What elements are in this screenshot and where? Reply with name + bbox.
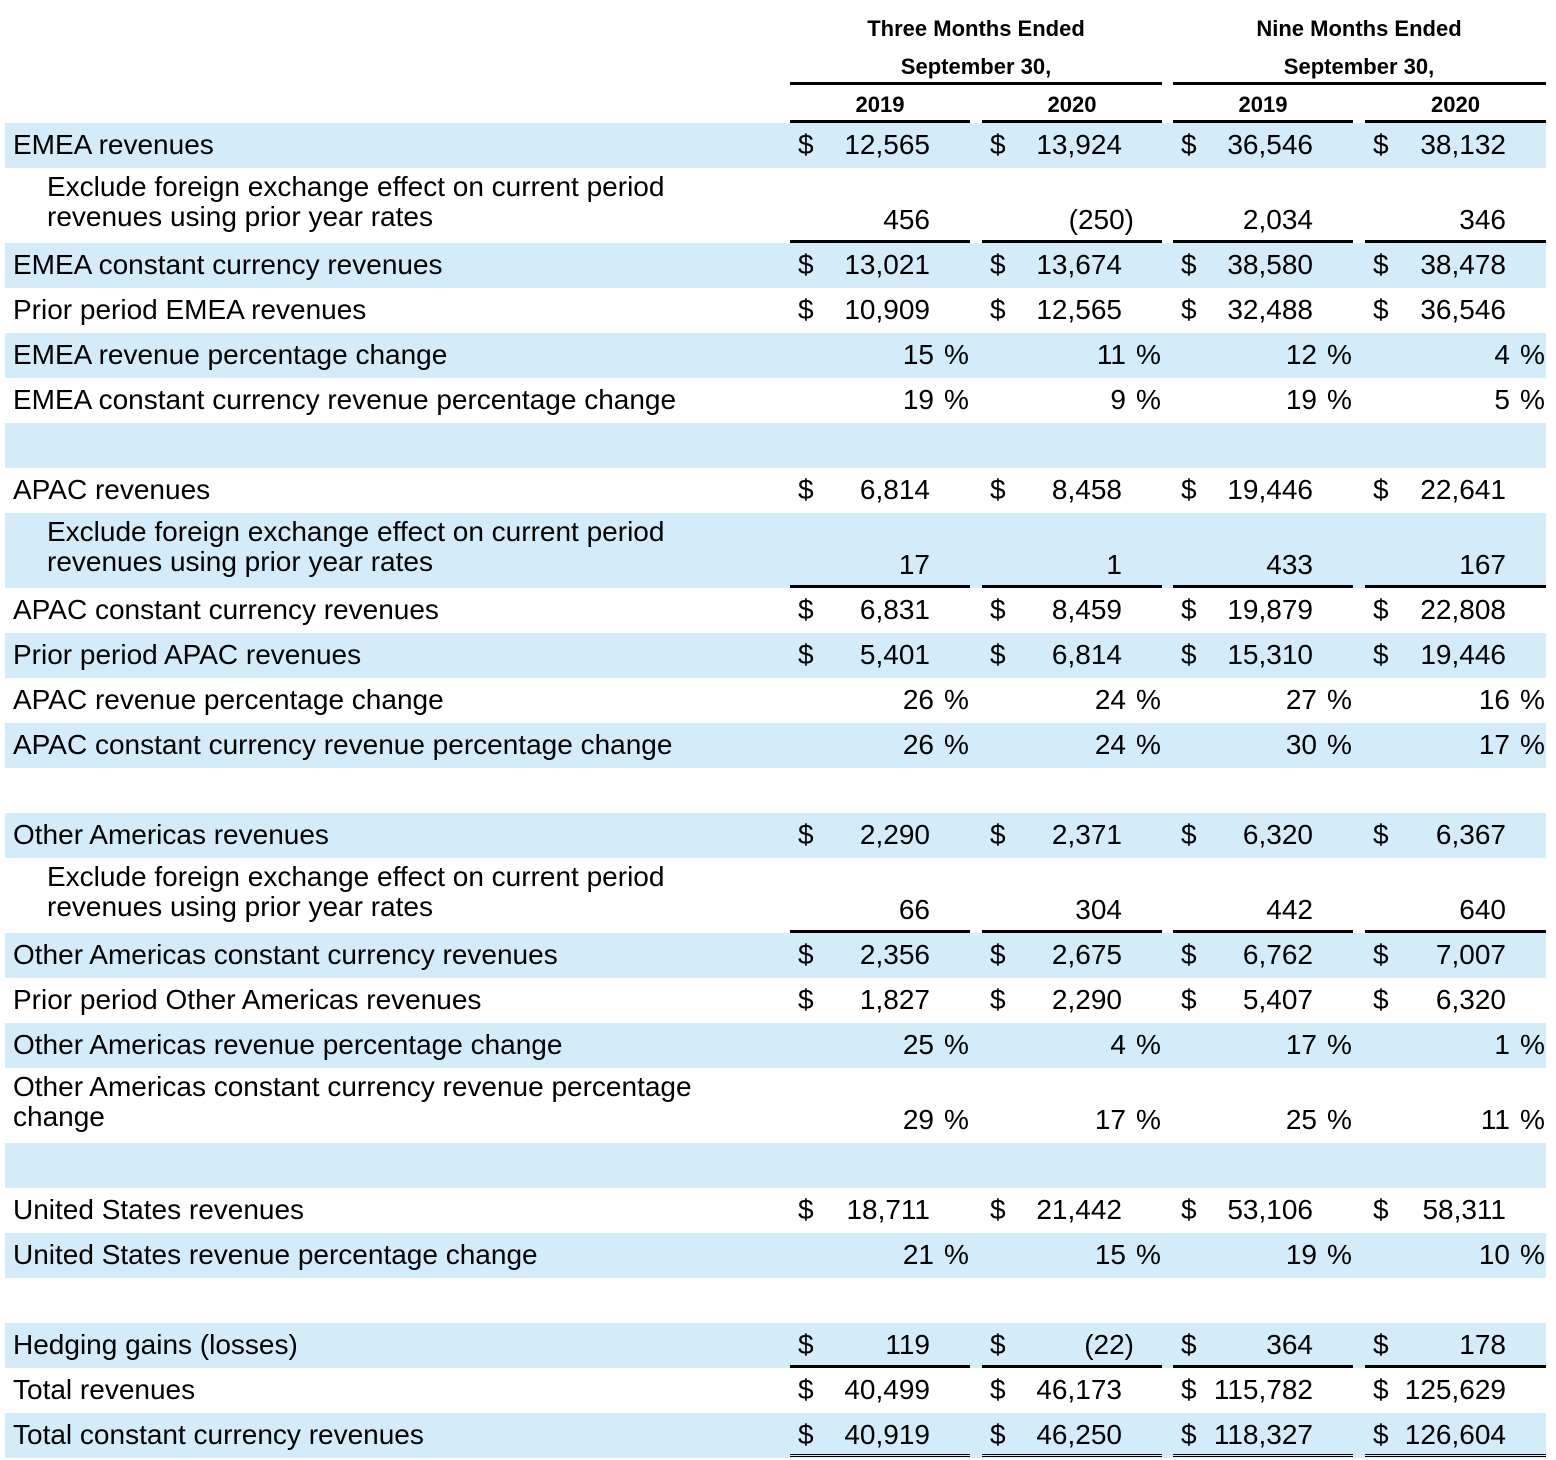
percent-value: 17 <box>1285 1029 1317 1060</box>
amount-value: 2,290 <box>859 819 930 850</box>
amount-value: 456 <box>883 204 930 235</box>
amount-value: 364 <box>1266 1329 1313 1360</box>
amount-value: 6,831 <box>859 594 930 625</box>
row-label: United States revenues <box>13 1194 305 1225</box>
dollar-sign: $ <box>1181 1374 1197 1405</box>
amount-value: 119 <box>885 1329 930 1360</box>
percent-sign: % <box>1520 339 1545 370</box>
percent-value: 10 <box>1478 1239 1510 1270</box>
table-row <box>5 1323 1546 1368</box>
amount-value: 12,565 <box>1036 294 1122 325</box>
row-label: EMEA constant currency revenues <box>13 249 443 280</box>
dollar-sign: $ <box>1373 474 1389 505</box>
percent-sign: % <box>1520 384 1545 415</box>
table-row <box>5 978 1546 1023</box>
amount-value: 19,446 <box>1420 639 1506 670</box>
percent-value: 5 <box>1494 384 1510 415</box>
table-row <box>5 858 1546 933</box>
percent-value: 16 <box>1478 684 1510 715</box>
percent-value: 29 <box>902 1104 934 1135</box>
percent-sign: % <box>1327 339 1352 370</box>
percent-value: 21 <box>902 1239 934 1270</box>
percent-sign: % <box>1136 1104 1161 1135</box>
row-label: United States revenue percentage change <box>13 1239 538 1270</box>
amount-value: 38,580 <box>1227 249 1313 280</box>
row-label: revenues using prior year rates <box>47 201 433 232</box>
header-three-months-line1: Three Months Ended <box>867 16 1085 41</box>
dollar-sign: $ <box>1181 1419 1197 1450</box>
dollar-sign: $ <box>1181 819 1197 850</box>
amount-value: 442 <box>1266 894 1313 925</box>
amount-value: 2,034 <box>1242 204 1313 235</box>
dollar-sign: $ <box>1181 1329 1197 1360</box>
percent-value: 4 <box>1110 1029 1126 1060</box>
dollar-sign: $ <box>1373 129 1389 160</box>
dollar-sign: $ <box>1373 639 1389 670</box>
amount-value: 22,641 <box>1420 474 1506 505</box>
double-underline-rule <box>982 1454 1162 1460</box>
amount-value: 46,250 <box>1036 1419 1122 1450</box>
percent-sign: % <box>1327 729 1352 760</box>
column-header-2020-9m: 2020 <box>1431 92 1480 117</box>
column-header-2020-q: 2020 <box>1047 92 1097 117</box>
dollar-sign: $ <box>1373 1419 1389 1450</box>
percent-value: 24 <box>1094 684 1126 715</box>
dollar-sign: $ <box>990 819 1006 850</box>
dollar-sign: $ <box>1373 594 1389 625</box>
percent-value: 17 <box>1478 729 1510 760</box>
percent-value: 11 <box>1480 1104 1510 1135</box>
dollar-sign: $ <box>798 1194 814 1225</box>
amount-value: 2,290 <box>1051 984 1122 1015</box>
percent-sign: % <box>1520 684 1545 715</box>
amount-value: 13,674 <box>1036 249 1122 280</box>
amount-value: 125,629 <box>1404 1374 1506 1405</box>
amount-value: 19,879 <box>1227 594 1313 625</box>
header-rule-nine-months <box>1173 82 1546 85</box>
row-label: Exclude foreign exchange effect on current period <box>47 861 665 892</box>
column-header-2019-9m: 2019 <box>1238 92 1288 117</box>
percent-sign: % <box>1136 684 1161 715</box>
percent-sign: % <box>1327 1239 1352 1270</box>
amount-value: 8,458 <box>1051 474 1122 505</box>
dollar-sign: $ <box>990 594 1006 625</box>
dollar-sign: $ <box>798 294 814 325</box>
amount-value: 5,407 <box>1242 984 1313 1015</box>
dollar-sign: $ <box>990 249 1006 280</box>
double-underline-rule <box>1173 1454 1353 1460</box>
row-label: Prior period EMEA revenues <box>13 294 367 325</box>
percent-sign: % <box>1520 1104 1545 1135</box>
row-label: APAC revenues <box>13 474 211 505</box>
percent-sign: % <box>1136 729 1161 760</box>
table-row <box>5 1068 1546 1143</box>
row-label: revenues using prior year rates <box>47 891 433 922</box>
amount-value: 6,320 <box>1242 819 1313 850</box>
dollar-sign: $ <box>798 939 814 970</box>
dollar-sign: $ <box>798 129 814 160</box>
row-label: Exclude foreign exchange effect on current period <box>47 171 665 202</box>
amount-value: 1 <box>1106 549 1122 580</box>
table-row <box>5 1023 1546 1068</box>
dollar-sign: $ <box>798 249 814 280</box>
amount-value: 36,546 <box>1227 129 1313 160</box>
percent-sign: % <box>1520 729 1545 760</box>
table-row <box>5 1233 1546 1278</box>
dollar-sign: $ <box>798 594 814 625</box>
dollar-sign: $ <box>990 1374 1006 1405</box>
row-label: APAC constant currency revenue percentage change <box>13 729 673 760</box>
percent-sign: % <box>944 1239 969 1270</box>
row-label: Total revenues <box>13 1374 196 1405</box>
table-row <box>5 1188 1546 1233</box>
dollar-sign: $ <box>1181 129 1197 160</box>
amount-value: 46,173 <box>1036 1374 1122 1405</box>
percent-sign: % <box>1136 1239 1161 1270</box>
amount-value: (22) <box>1084 1329 1134 1360</box>
percent-sign: % <box>944 384 969 415</box>
amount-value: 6,814 <box>859 474 930 505</box>
amount-value: 2,675 <box>1051 939 1122 970</box>
table-row <box>5 168 1546 243</box>
percent-value: 19 <box>1285 384 1317 415</box>
row-label: EMEA revenues <box>13 129 214 160</box>
table-row <box>5 723 1546 768</box>
table-row <box>5 1413 1546 1458</box>
percent-value: 15 <box>902 339 934 370</box>
amount-value: 2,356 <box>859 939 930 970</box>
dollar-sign: $ <box>990 1419 1006 1450</box>
dollar-sign: $ <box>990 939 1006 970</box>
table-row <box>5 1368 1546 1413</box>
amount-value: 12,565 <box>844 129 930 160</box>
amount-value: 346 <box>1459 204 1506 235</box>
amount-value: 126,604 <box>1404 1419 1506 1450</box>
percent-sign: % <box>944 1029 969 1060</box>
amount-value: 115,782 <box>1213 1374 1313 1405</box>
percent-sign: % <box>1327 1029 1352 1060</box>
dollar-sign: $ <box>990 129 1006 160</box>
blank-row <box>5 423 1546 468</box>
percent-value: 1 <box>1494 1029 1510 1060</box>
amount-value: 8,459 <box>1051 594 1122 625</box>
row-label: APAC revenue percentage change <box>13 684 444 715</box>
double-underline-rule <box>1365 1454 1546 1460</box>
amount-value: 18,711 <box>846 1194 930 1225</box>
dollar-sign: $ <box>990 984 1006 1015</box>
amount-value: 36,546 <box>1420 294 1506 325</box>
dollar-sign: $ <box>1181 1194 1197 1225</box>
table-row <box>5 813 1546 858</box>
percent-sign: % <box>1136 1029 1161 1060</box>
header-rule-three-months <box>790 82 1162 85</box>
dollar-sign: $ <box>798 1419 814 1450</box>
amount-value: 118,327 <box>1213 1419 1313 1450</box>
amount-value: 7,007 <box>1435 939 1506 970</box>
dollar-sign: $ <box>990 639 1006 670</box>
amount-value: 178 <box>1459 1329 1506 1360</box>
percent-sign: % <box>944 1104 969 1135</box>
amount-value: 15,310 <box>1227 639 1313 670</box>
row-label: Exclude foreign exchange effect on current period <box>47 516 665 547</box>
row-label: Total constant currency revenues <box>13 1419 424 1450</box>
amount-value: 304 <box>1075 894 1122 925</box>
blank-row <box>5 1278 1546 1323</box>
amount-value: 66 <box>898 894 930 925</box>
amount-value: 32,488 <box>1227 294 1313 325</box>
dollar-sign: $ <box>798 474 814 505</box>
table-row <box>5 588 1546 633</box>
amount-value: 17 <box>898 549 930 580</box>
row-label: Prior period Other Americas revenues <box>13 984 482 1015</box>
amount-value: 6,367 <box>1435 819 1506 850</box>
row-label: Prior period APAC revenues <box>13 639 362 670</box>
amount-value: 13,021 <box>844 249 930 280</box>
percent-value: 11 <box>1096 339 1126 370</box>
table-row <box>5 123 1546 168</box>
dollar-sign: $ <box>1373 294 1389 325</box>
dollar-sign: $ <box>1373 1374 1389 1405</box>
percent-value: 19 <box>902 384 934 415</box>
amount-value: 13,924 <box>1036 129 1122 160</box>
percent-value: 9 <box>1110 384 1126 415</box>
dollar-sign: $ <box>798 1329 814 1360</box>
dollar-sign: $ <box>1181 939 1197 970</box>
dollar-sign: $ <box>1181 294 1197 325</box>
amount-value: 5,401 <box>859 639 930 670</box>
amount-value: 38,478 <box>1420 249 1506 280</box>
row-label: EMEA revenue percentage change <box>13 339 448 370</box>
percent-sign: % <box>1136 384 1161 415</box>
amount-value: 40,499 <box>844 1374 930 1405</box>
dollar-sign: $ <box>1373 1194 1389 1225</box>
percent-sign: % <box>1520 1239 1545 1270</box>
dollar-sign: $ <box>990 474 1006 505</box>
percent-sign: % <box>944 684 969 715</box>
amount-value: 40,919 <box>844 1419 930 1450</box>
table-row <box>5 678 1546 723</box>
dollar-sign: $ <box>1373 819 1389 850</box>
percent-sign: % <box>1327 384 1352 415</box>
dollar-sign: $ <box>1373 984 1389 1015</box>
table-row <box>5 513 1546 588</box>
row-label: Other Americas revenues <box>13 819 329 850</box>
amount-value: 6,762 <box>1242 939 1313 970</box>
dollar-sign: $ <box>798 984 814 1015</box>
table-row <box>5 288 1546 333</box>
dollar-sign: $ <box>798 639 814 670</box>
amount-value: 433 <box>1266 549 1313 580</box>
row-label: Other Americas constant currency revenue percentage <box>13 1071 692 1102</box>
dollar-sign: $ <box>990 1329 1006 1360</box>
dollar-sign: $ <box>798 1374 814 1405</box>
dollar-sign: $ <box>1181 249 1197 280</box>
percent-sign: % <box>1136 339 1161 370</box>
dollar-sign: $ <box>1181 594 1197 625</box>
amount-value: 22,808 <box>1420 594 1506 625</box>
amount-value: 58,311 <box>1422 1194 1506 1225</box>
dollar-sign: $ <box>990 1194 1006 1225</box>
percent-value: 26 <box>902 729 934 760</box>
table-row <box>5 933 1546 978</box>
table-row <box>5 378 1546 423</box>
amount-value: 10,909 <box>844 294 930 325</box>
table-row <box>5 468 1546 513</box>
amount-value: 640 <box>1459 894 1506 925</box>
percent-value: 15 <box>1094 1239 1126 1270</box>
dollar-sign: $ <box>1181 639 1197 670</box>
amount-value: 167 <box>1459 549 1506 580</box>
percent-sign: % <box>944 729 969 760</box>
percent-sign: % <box>1327 1104 1352 1135</box>
row-label: Hedging gains (losses) <box>13 1329 298 1360</box>
row-label: Other Americas revenue percentage change <box>13 1029 563 1060</box>
table-row <box>5 333 1546 378</box>
percent-value: 24 <box>1094 729 1126 760</box>
row-label: EMEA constant currency revenue percentage change <box>13 384 677 415</box>
row-label: change <box>13 1101 105 1132</box>
amount-value: 21,442 <box>1036 1194 1122 1225</box>
amount-value: 2,371 <box>1051 819 1122 850</box>
percent-sign: % <box>1520 1029 1545 1060</box>
dollar-sign: $ <box>1373 249 1389 280</box>
column-header-2019-q: 2019 <box>855 92 905 117</box>
percent-sign: % <box>944 339 969 370</box>
percent-value: 19 <box>1285 1239 1317 1270</box>
amount-value: (250) <box>1068 204 1134 235</box>
row-label: Other Americas constant currency revenues <box>13 939 558 970</box>
header-nine-months-line1: Nine Months Ended <box>1256 16 1462 41</box>
percent-value: 30 <box>1285 729 1317 760</box>
dollar-sign: $ <box>1181 984 1197 1015</box>
row-label: revenues using prior year rates <box>47 546 433 577</box>
dollar-sign: $ <box>990 294 1006 325</box>
percent-sign: % <box>1327 684 1352 715</box>
blank-row <box>5 1143 1546 1188</box>
row-label: APAC constant currency revenues <box>13 594 439 625</box>
percent-value: 27 <box>1285 684 1317 715</box>
dollar-sign: $ <box>1181 474 1197 505</box>
dollar-sign: $ <box>1373 1329 1389 1360</box>
dollar-sign: $ <box>798 819 814 850</box>
percent-value: 25 <box>1285 1104 1317 1135</box>
amount-value: 1,827 <box>859 984 930 1015</box>
amount-value: 53,106 <box>1227 1194 1313 1225</box>
amount-value: 38,132 <box>1420 129 1506 160</box>
header-nine-months-line2: September 30, <box>1283 54 1435 79</box>
table-row <box>5 633 1546 678</box>
dollar-sign: $ <box>1373 939 1389 970</box>
percent-value: 26 <box>902 684 934 715</box>
percent-value: 4 <box>1494 339 1510 370</box>
header-three-months-line2: September 30, <box>900 54 1052 79</box>
amount-value: 6,814 <box>1051 639 1122 670</box>
percent-value: 12 <box>1285 339 1317 370</box>
double-underline-rule <box>790 1454 970 1460</box>
percent-value: 17 <box>1094 1104 1126 1135</box>
blank-row <box>5 768 1546 813</box>
amount-value: 19,446 <box>1227 474 1313 505</box>
percent-value: 25 <box>902 1029 934 1060</box>
amount-value: 6,320 <box>1435 984 1506 1015</box>
table-row <box>5 243 1546 288</box>
